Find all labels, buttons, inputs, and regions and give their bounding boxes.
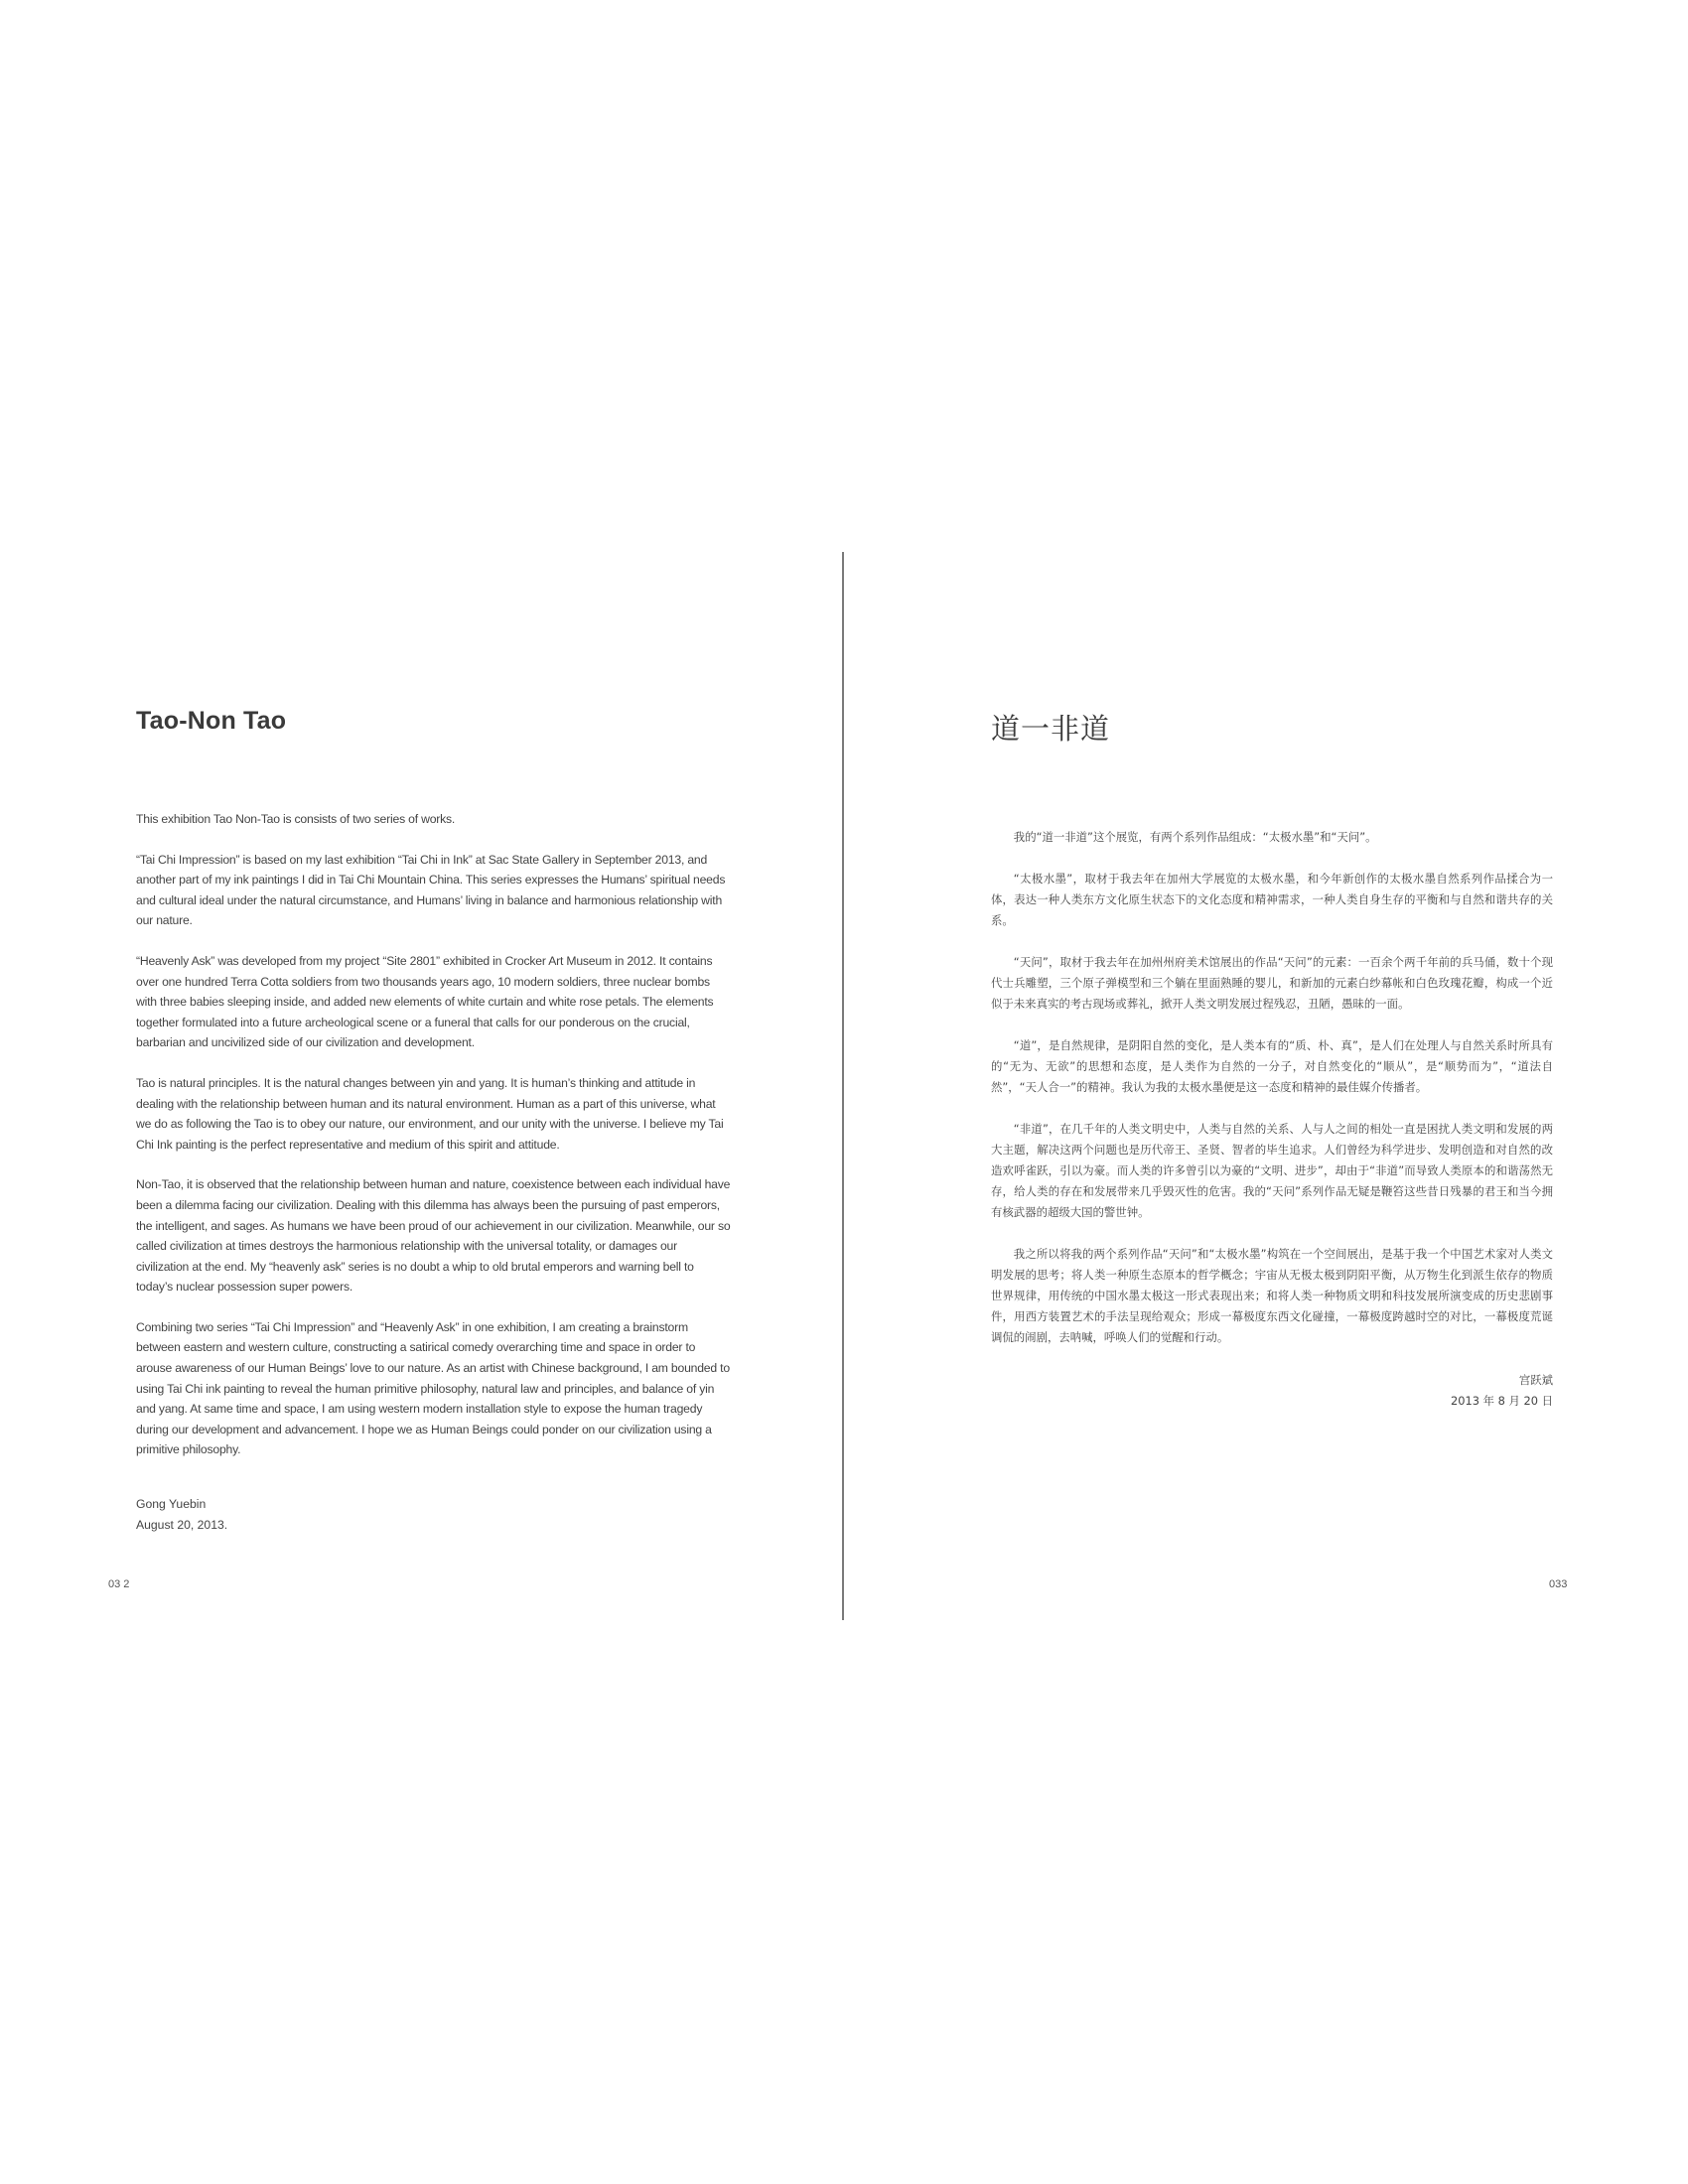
paragraph-cn-2: “太极水墨”，取材于我去年在加州大学展览的太极水墨，和今年新创作的太极水墨自然系列作品揉合为一体，表达一种人类东方文化原生状态下的文化态度和精神需求，一种人类自身生存的平衡和与自然和谐共存的关系。 [991, 872, 1553, 927]
signature-date-cn: 2013 年 8 月 20 日 [1450, 1394, 1553, 1408]
page-title-en: Tao-Non Tao [136, 707, 287, 735]
page-divider [842, 552, 844, 1620]
signature-name-en: Gong Yuebin [136, 1497, 207, 1512]
page-number-left: 03 2 [108, 1578, 130, 1590]
paragraph-en-1: This exhibition Tao Non-Tao is consists of two series of works. [136, 812, 456, 826]
paragraph-cn-3: “天问”，取材于我去年在加州州府美术馆展出的作品“天问”的元素：一百余个两千年前的兵马俑，数十个现代士兵雕塑，三个原子弹模型和三个躺在里面熟睡的婴儿，和新加的元素白纱幕帐和白色玫瑰花瓣，构成一个近似于未来真实的考古现场或葬礼，掀开人类文明发展过程残忍，丑陋，愚昧的一面。 [991, 955, 1553, 1011]
signature-name-cn: 宫跃斌 [1518, 1373, 1553, 1387]
paragraph-en-6: Combining two series “Tai Chi Impression” and “Heavenly Ask” in one exhibition, I am creating a brainstorm between eastern and western culture, constructing a satirical comedy overarching time and space in order to arouse awareness of our Human Beings’ love to our nature. As an artist with Chinese background, I am bounded to using Tai Chi ink painting to reveal the human primitive philosophy, natural law and principles, and balance of yin and yang. At same time and space, I am using western modern installation style to expose the human tragedy during our development and advancement. I hope we as Human Beings could ponder on our civilization using a primitive philosophy. [136, 1319, 730, 1457]
paragraph-en-4: Tao is natural principles. It is the natural changes between yin and yang. It is human’s thinking and attitude in dealing with the relationship between human and its natural environment. Human as a part of this universe, what we do as following the Tao is to obey our nature, our environment, and our unity with the universe. I believe my Tai Chi Ink painting is the perfect representative and medium of this spirit and attitude. [136, 1075, 724, 1152]
paragraph-cn-4: “道”，是自然规律，是阴阳自然的变化，是人类本有的“质、朴、真”，是人们在处理人与自然关系时所具有的“无为、无欲”的思想和态度，是人类作为自然的一分子，对自然变化的“顺从”，是“顺势而为”，“道法自然”，“天人合一”的精神。我认为我的太极水墨便是这一态度和精神的最佳媒介传播者。 [991, 1038, 1553, 1094]
right-page [991, 707, 1553, 1412]
paragraph-en-2: “Tai Chi Impression” is based on my last exhibition “Tai Chi in Ink” at Sac State Gallery in September 2013, and another part of my ink paintings I did in Tai Chi Mountain China. This series expresses the Humans’ spiritual needs and cultural ideal under the natural circumstance, and Humans’ living in balance and harmonious relationship with our nature. [136, 852, 726, 928]
page-title-cn: 道一非道 [991, 712, 1111, 746]
paragraph-en-3: “Heavenly Ask” was developed from my project “Site 2801” exhibited in Crocker Art Museum in 2012. It contains over one hundred Terra Cotta soldiers from two thousands years ago, 10 modern soldiers, three nuclear bombs with three babies sleeping inside, and added new elements of white curtain and white rose petals. The elements together formulated into a future archeological scene or a funeral that calls for our ponderous on the crucial, barbarian and uncivilized side of our civilization and development. [136, 953, 714, 1050]
page-number-right: 033 [1549, 1578, 1568, 1590]
paragraph-en-5: Non-Tao, it is observed that the relationship between human and nature, coexistence between each individual have been a dilemma facing our civilization. Dealing with this dilemma has always been the pursuing of past emperors, the intelligent, and sages. As humans we have been proud of our achievement in our civilization. Meanwhile, our so called civilization at times destroys the harmonious relationship with the universal totality, or damages our civilization at the end. My “heavenly ask” series is no doubt a whip to old brutal emperors and warning bell to today’s nuclear possession super powers. [136, 1177, 731, 1295]
paragraph-cn-6: 我之所以将我的两个系列作品“天问”和“太极水墨”构筑在一个空间展出，是基于我一个中国艺术家对人类文明发展的思考；将人类一种原生态原本的哲学概念；宇宙从无极太极到阴阳平衡，从万物生化到派生依存的物质世界规律，用传统的中国水墨太极这一形式表现出来；和将人类一种物质文明和科技发展所演变成的历史悲剧事件，用西方装置艺术的手法呈现给观众；形成一幕极度东西文化碰撞，一幕极度跨越时空的对比，一幕极度荒诞调侃的闹剧，去呐喊，呼唤人们的觉醒和行动。 [991, 1247, 1553, 1344]
signature-en [136, 1494, 732, 1535]
left-page [136, 707, 732, 1535]
signature-cn [991, 1370, 1553, 1412]
paragraph-cn-1: 我的“道一非道”这个展览，有两个系列作品组成：“太极水墨”和“天问”。 [1013, 830, 1377, 844]
signature-date-en: August 20, 2013. [136, 1517, 228, 1532]
paragraph-cn-5: “非道”，在几千年的人类文明史中，人类与自然的关系、人与人之间的相处一直是困扰人类文明和发展的两大主题，解决这两个问题也是历代帝王、圣贤、智者的毕生追求。人们曾经为科学进步、发明创造和对自然的改造欢呼雀跃，引以为豪。而人类的许多曾引以为豪的“文明、进步”，却由于“非道”而导致人类原本的和谐荡然无存，给人类的存在和发展带来几乎毁灭性的危害。我的“天问”系列作品无疑是鞭笞这些昔日残暴的君王和当今拥有核武器的超级大国的警世钟。 [991, 1122, 1553, 1219]
